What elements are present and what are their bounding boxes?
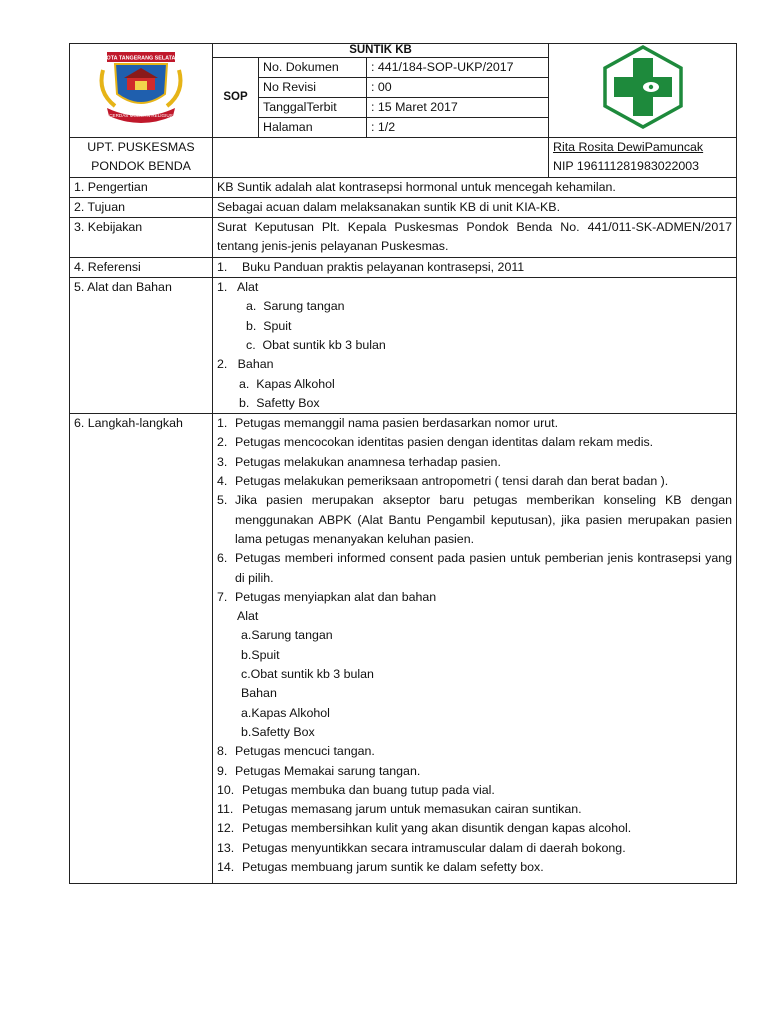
row-text-pengertian: KB Suntik adalah alat kontrasepsi hormonal untuk mencegah kehamilan. [213,177,737,197]
org-line-1: UPT. PUSKESMAS [87,140,195,154]
alat-group-heading: 1. Alat [217,280,259,295]
step-number: 2. [217,435,228,450]
step-item [217,781,732,800]
logo-banner-text: KOTA TANGERANG SELATAN [102,55,180,62]
meta-value: : 15 Maret 2017 [367,98,549,118]
org-line-2: PONDOK BENDA [91,159,191,174]
bahan-group-heading: 2. Bahan [217,357,274,372]
step-text: Petugas memasang jarum untuk memasukan cairan suntikan. [242,802,582,817]
meta-label: TanggalTerbit [259,98,367,118]
step-item [217,800,732,819]
sop-label: SOP [213,58,259,138]
step-number: 4. [217,474,228,489]
city-emblem-icon [93,48,189,126]
row-content-langkah [213,414,737,884]
meta-value: : 441/184-SOP-UKP/2017 [367,58,549,78]
step-number: 6. [217,551,228,566]
step-item [217,839,732,858]
health-cross-icon [597,44,689,130]
signer-block [549,138,737,178]
step-number: 5. [217,493,228,508]
list-item: a. Kapas Alkohol [239,376,335,391]
list-text: Buku Panduan praktis pelayanan kontrasepsi, 2011 [242,259,525,274]
signer-name: Rita Rosita DewiPamuncak [553,140,704,154]
row-text-tujuan: Sebagai acuan dalam melaksanakan suntik KB di unit KIA-KB. [213,197,737,217]
step-item [217,472,732,491]
row-label-pengertian: 1. Pengertian [70,177,213,197]
step-text: Jika pasien merupakan akseptor baru petugas memberikan konseling KB dengan menggunakan ABPK (Alat Bantu Pengambil keputusan), jika pasien merupakan pasien lama petugas menanyakan keluhan pasien. [235,493,732,546]
meta-value: : 1/2 [367,118,549,138]
sub-item: b.Safetty Box [241,724,315,739]
step-item [217,588,732,607]
list-item: a. Sarung tangan [246,299,345,314]
signer-nip: NIP 196111281983022003 [553,159,700,174]
meta-value: : 00 [367,78,549,98]
step-item [217,858,732,877]
row-label-tujuan: 2. Tujuan [70,197,213,217]
step-text: Petugas membuka dan buang tutup pada vial. [242,782,495,797]
sub-heading-alat: Alat [237,609,259,624]
list-number: 1. [217,259,228,274]
step-text: Petugas melakukan pemeriksaan antropometri ( tensi darah dan berat badan ). [235,474,669,489]
step-number: 3. [217,454,228,469]
step-item [217,433,732,452]
step-text: Petugas memberi informed consent pada pasien untuk pemberian jenis kontrasepsi yang di pilih. [235,551,732,585]
step-item [217,762,732,781]
document-title: SUNTIK KB [213,44,549,58]
row-content-alat [213,278,737,414]
step-number: 12. [217,821,235,836]
list-item: b. Safetty Box [239,395,320,410]
logo-motto-text: CERDAS MODERN RELIGIUS [109,113,173,119]
meta-label: No Revisi [259,78,367,98]
sub-heading-bahan: Bahan [241,686,277,701]
step-number: 14. [217,859,235,874]
step-text: Petugas menyuntikkan secara intramuscular dalam di daerah bokong. [242,840,626,855]
meta-label: No. Dokumen [259,58,367,78]
step-text: Petugas menyiapkan alat dan bahan [235,589,437,604]
list-item: b. Spuit [246,318,292,333]
step-number: 1. [217,416,228,431]
puskesmas-logo [549,44,737,138]
step-number: 8. [217,744,228,759]
step-text: Petugas membersihkan kulit yang akan disuntik dengan kapas alcohol. [242,821,632,836]
row-label-referensi: 4. Referensi [70,257,213,277]
step-text: Petugas mencuci tangan. [235,744,375,759]
step-number: 10. [217,782,235,797]
sub-item: b.Spuit [241,647,280,662]
step-text: Petugas memanggil nama pasien berdasarkan nomor urut. [235,416,559,431]
meta-label: Halaman [259,118,367,138]
row-label-kebijakan: 3. Kebijakan [70,218,213,258]
sop-document [69,43,736,884]
step-text: Petugas melakukan anamnesa terhadap pasien. [235,454,501,469]
step-item [217,491,732,549]
step-number: 11. [217,802,234,817]
sub-item: a.Kapas Alkohol [241,705,330,720]
list-item: c. Obat suntik kb 3 bulan [246,337,386,352]
blank-cell [213,138,549,178]
step-item [217,819,732,838]
city-logo [70,44,213,138]
row-text-kebijakan: Surat Keputusan Plt. Kepala Puskesmas Pondok Benda No. 441/011-SK-ADMEN/2017 tentang jenis-jenis pelayanan Puskesmas. [213,218,737,258]
row-text-referensi [213,257,737,277]
step-number: 9. [217,763,228,778]
sop-table [69,43,737,884]
step-item [217,453,732,472]
step-item [217,549,732,588]
sub-item: a.Sarung tangan [241,628,333,643]
step-text: Petugas membuang jarum suntik ke dalam sefetty box. [242,859,544,874]
row-label-alat: 5. Alat dan Bahan [70,278,213,414]
sub-item: c.Obat suntik kb 3 bulan [241,667,374,682]
step-number: 13. [217,840,235,855]
step-text: Petugas Memakai sarung tangan. [235,763,421,778]
step-number: 7. [217,589,228,604]
row-label-langkah: 6. Langkah-langkah [70,414,213,884]
step-item [217,742,732,761]
organization-name [70,138,213,178]
step-item [217,414,732,433]
step-text: Petugas mencocokan identitas pasien dengan identitas dalam rekam medis. [235,435,654,450]
